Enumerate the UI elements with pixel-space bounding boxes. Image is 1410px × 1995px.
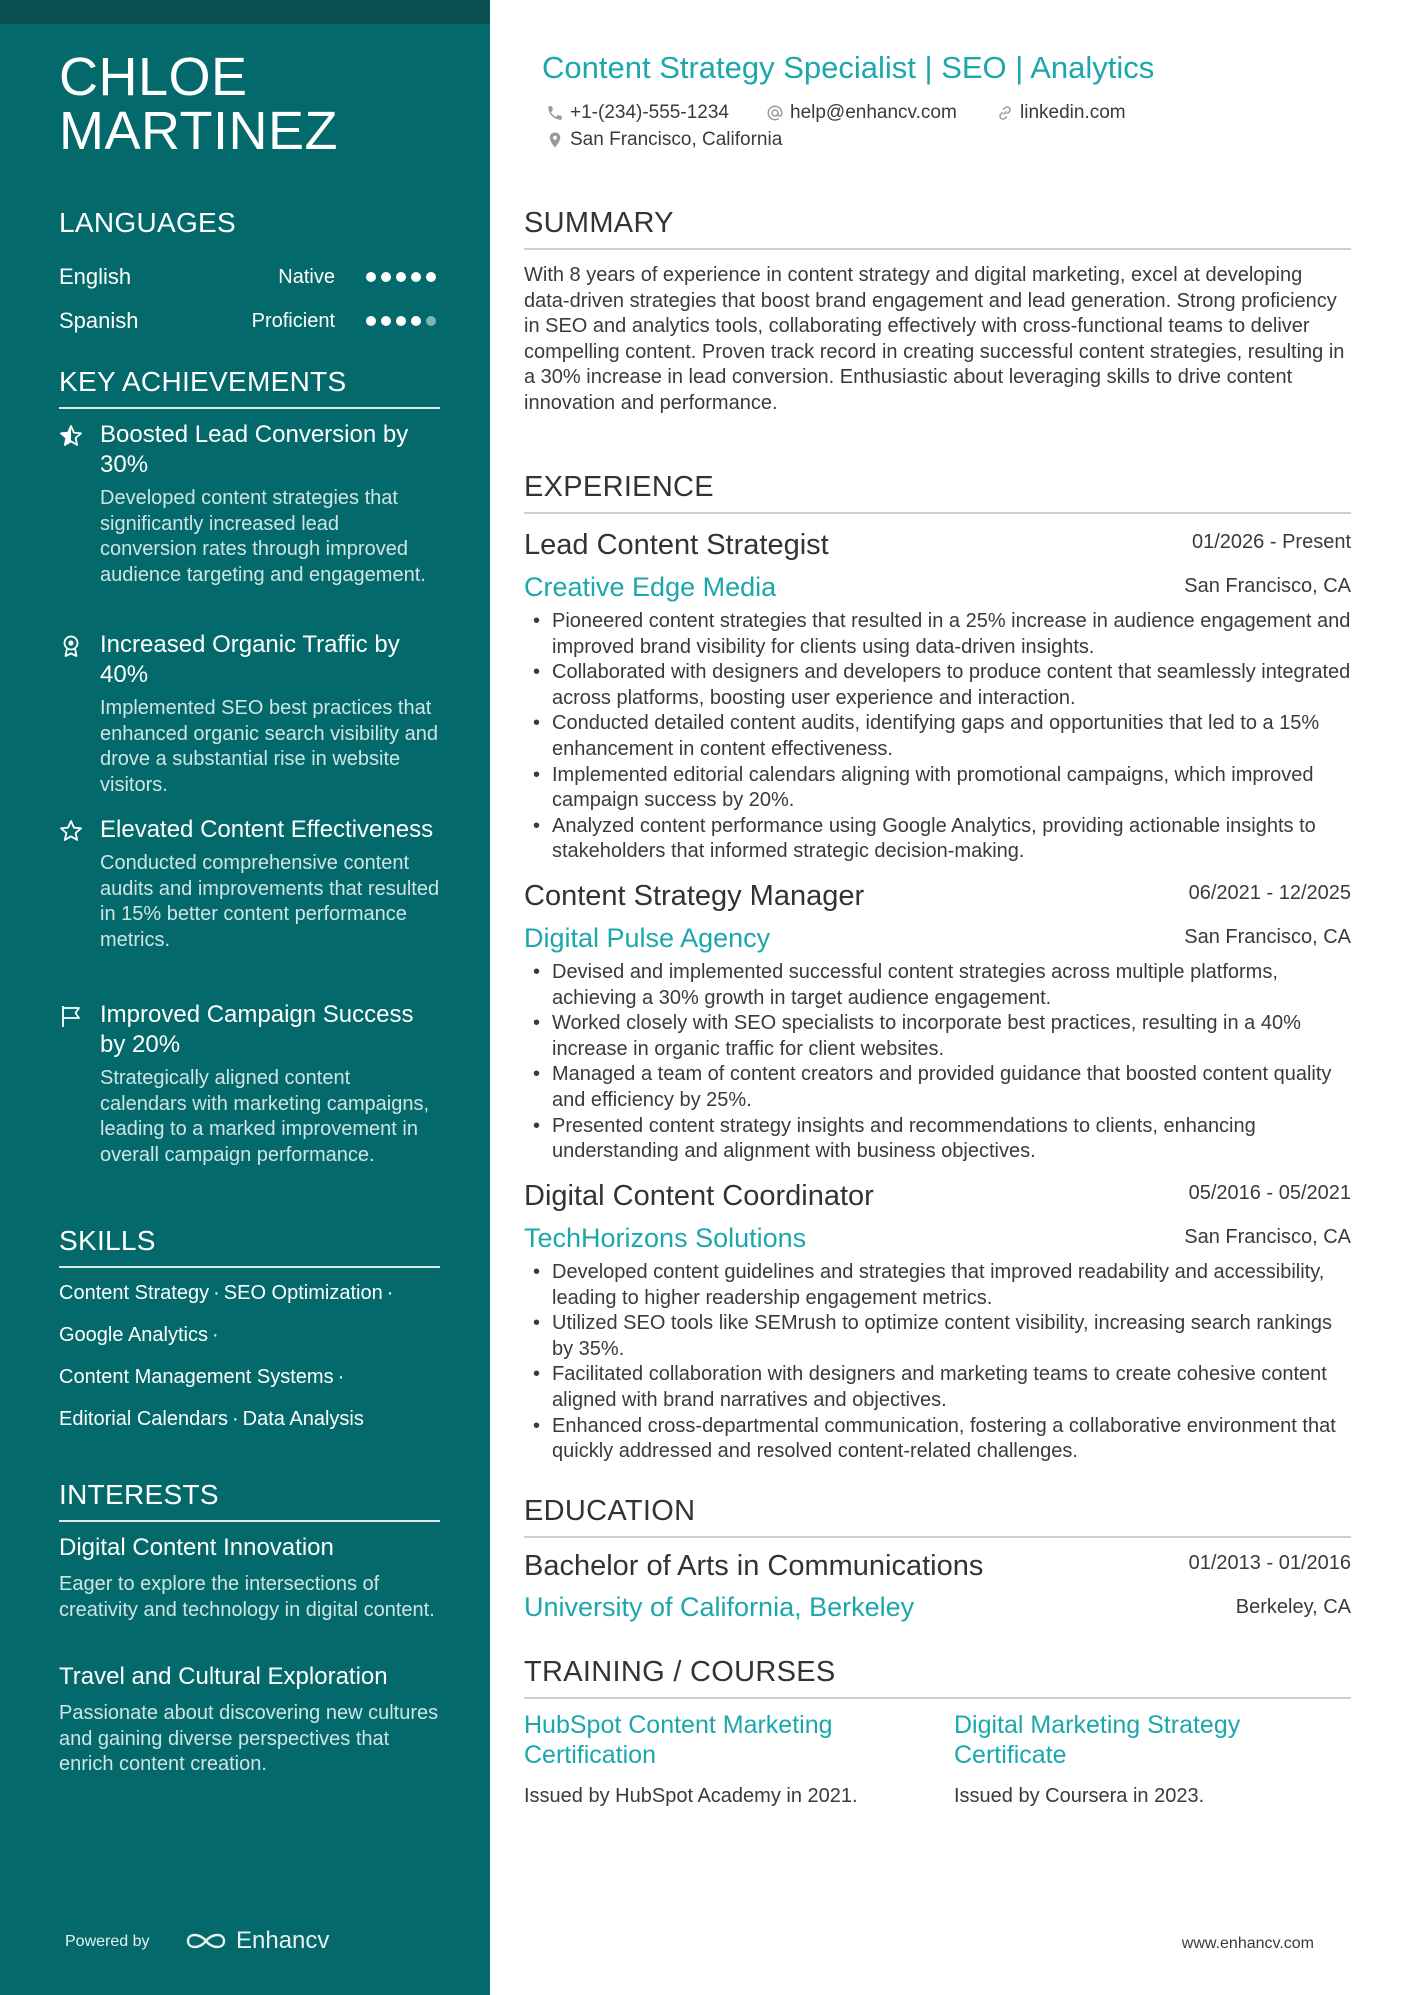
languages-heading: LANGUAGES xyxy=(59,207,236,238)
candidate-name xyxy=(59,47,459,161)
skill-separator: · xyxy=(231,1408,239,1430)
achievement-title: Increased Organic Traffic by 40% xyxy=(100,631,400,688)
phone-text: +1-(234)-555-1234 xyxy=(570,102,729,123)
name-first: CHLOE xyxy=(59,47,248,107)
enhancv-logo-text: Enhancv xyxy=(236,1927,330,1954)
job-bullet: • Devised and implemented successful content strategies across multiple platforms, achieving a 30% growth in target audience engagement. xyxy=(524,960,1358,1011)
interests-heading: INTERESTS xyxy=(59,1478,440,1522)
company-name: TechHorizons Solutions xyxy=(524,1223,807,1253)
rating-dot-empty xyxy=(426,316,436,326)
achievement-title: Elevated Content Effectiveness xyxy=(100,816,434,843)
achievement-item xyxy=(59,1000,440,1168)
training-heading: TRAINING / COURSES xyxy=(524,1655,1351,1699)
skill-item: Content Strategy xyxy=(59,1282,210,1304)
achievement-desc: Developed content strategies that significantly increased lead conversion rates through improved audience targeting and engagement. xyxy=(100,487,426,586)
contact-phone[interactable] xyxy=(546,100,729,126)
skills-line xyxy=(59,1363,459,1391)
medal-icon xyxy=(59,634,83,658)
rating-dot-filled xyxy=(396,316,406,326)
location-text: San Francisco, California xyxy=(570,129,783,150)
contact-location xyxy=(546,127,782,153)
job-bullet: • Presented content strategy insights and recommendations to clients, enhancing understanding and alignment with business objectives. xyxy=(524,1114,1358,1165)
star-outline-icon xyxy=(59,819,83,843)
job-bullet: • Managed a team of content creators and provided guidance that boosted content quality and efficiency by 25%. xyxy=(524,1062,1358,1113)
skill-item: Data Analysis xyxy=(242,1408,364,1430)
skill-item: Editorial Calendars xyxy=(59,1408,228,1430)
education-heading: EDUCATION xyxy=(524,1494,1351,1538)
education-dates: 01/2013 - 01/2016 xyxy=(1188,1552,1351,1574)
powered-by-label: Powered by xyxy=(65,1933,150,1950)
job-bullet: • Pioneered content strategies that resulted in a 25% increase in audience engagement and improved brand visibility for clients using data-driven insights. xyxy=(524,609,1358,660)
company-name: Creative Edge Media xyxy=(524,572,777,602)
course-desc: Issued by Coursera in 2023. xyxy=(954,1785,1205,1807)
job-title: Lead Content Strategist xyxy=(524,529,829,561)
interest-desc: Eager to explore the intersections of creativity and technology in digital content. xyxy=(59,1573,435,1621)
job-dates: 06/2021 - 12/2025 xyxy=(1188,882,1351,904)
job-location: San Francisco, CA xyxy=(1184,575,1351,597)
language-rating xyxy=(366,262,436,292)
job-bullet: • Conducted detailed content audits, identifying gaps and opportunities that led to a 15% enhancement in content effectiveness. xyxy=(524,711,1358,762)
job-bullet: • Enhanced cross-departmental communication, fostering a collaborative environment that quickly addressed and resolved content-related challenges. xyxy=(524,1414,1358,1465)
sidebar xyxy=(0,0,490,1995)
course-desc: Issued by HubSpot Academy in 2021. xyxy=(524,1785,858,1807)
rating-dot-filled xyxy=(411,272,421,282)
skills-heading: SKILLS xyxy=(59,1224,440,1268)
job-bullet: • Developed content guidelines and strategies that improved readability and accessibility, leading to higher readership engagement metrics. xyxy=(524,1260,1358,1311)
achievement-item xyxy=(59,815,440,953)
phone-icon xyxy=(546,104,564,122)
footer-url[interactable]: www.enhancv.com xyxy=(1181,1935,1314,1952)
school-name: University of California, Berkeley xyxy=(524,1592,915,1622)
skills-line xyxy=(59,1321,459,1349)
job-dates: 05/2016 - 05/2021 xyxy=(1188,1182,1351,1204)
job-title: Content Strategy Manager xyxy=(524,880,865,912)
job-bullet: • Facilitated collaboration with designers and marketing teams to create cohesive content aligned with brand narratives and objectives. xyxy=(524,1362,1358,1413)
job-bullet: • Worked closely with SEO specialists to incorporate best practices, resulting in a 40% increase in organic traffic for client websites. xyxy=(524,1011,1358,1062)
language-name: English xyxy=(59,264,132,289)
achievements-heading: KEY ACHIEVEMENTS xyxy=(59,365,440,409)
email-text: help@enhancv.com xyxy=(790,102,957,123)
contact-email[interactable] xyxy=(766,100,957,126)
job-bullet: • Analyzed content performance using Google Analytics, providing actionable insights to stakeholders that informed strategic decision-making. xyxy=(524,814,1358,865)
language-rating xyxy=(366,306,436,336)
job-bullets xyxy=(524,609,1358,865)
achievement-item xyxy=(59,630,440,798)
job-bullet: • Collaborated with designers and developers to produce content that seamlessly integrated across platforms, boosting user experience and interaction. xyxy=(524,660,1358,711)
skill-item: SEO Optimization xyxy=(223,1282,383,1304)
language-level: Proficient xyxy=(251,310,335,332)
contact-linkedin[interactable] xyxy=(996,100,1126,126)
enhancv-logo-icon xyxy=(184,1929,228,1953)
language-row-english xyxy=(59,262,440,292)
experience-heading: EXPERIENCE xyxy=(524,470,1351,514)
linkedin-text: linkedin.com xyxy=(1020,102,1126,123)
job-location: San Francisco, CA xyxy=(1184,1226,1351,1248)
skill-item: Google Analytics xyxy=(59,1324,208,1346)
course-title: HubSpot Content Marketing Certification xyxy=(524,1711,833,1769)
language-row-spanish xyxy=(59,306,440,336)
star-half-icon xyxy=(59,424,83,448)
job-title: Digital Content Coordinator xyxy=(524,1180,874,1212)
sidebar-top-band xyxy=(0,0,490,24)
job-location: San Francisco, CA xyxy=(1184,926,1351,948)
skill-item: Content Management Systems xyxy=(59,1366,334,1388)
skill-separator: · xyxy=(211,1324,219,1346)
job-bullet: • Utilized SEO tools like SEMrush to optimize content visibility, increasing search rankings by 35%. xyxy=(524,1311,1358,1362)
degree-title: Bachelor of Arts in Communications xyxy=(524,1550,984,1582)
location-pin-icon xyxy=(546,131,564,149)
job-bullet: • Implemented editorial calendars aligning with promotional campaigns, which improved campaign success by 20%. xyxy=(524,763,1358,814)
skill-separator: · xyxy=(213,1282,220,1304)
skill-separator: · xyxy=(337,1366,345,1388)
interest-desc: Passionate about discovering new cultures and gaining diverse perspectives that enrich content creation. xyxy=(59,1702,439,1775)
skill-separator: · xyxy=(386,1282,394,1304)
rating-dot-filled xyxy=(411,316,421,326)
interest-title: Digital Content Innovation xyxy=(59,1534,334,1561)
skills-line xyxy=(59,1279,459,1307)
summary-heading: SUMMARY xyxy=(524,206,1351,250)
skills-line xyxy=(59,1405,459,1433)
link-icon xyxy=(996,104,1014,122)
name-last: MARTINEZ xyxy=(59,101,339,161)
course-title: Digital Marketing Strategy Certificate xyxy=(954,1711,1241,1769)
achievement-title: Boosted Lead Conversion by 30% xyxy=(100,421,409,478)
interest-title: Travel and Cultural Exploration xyxy=(59,1663,388,1690)
job-dates: 01/2026 - Present xyxy=(1192,531,1351,553)
rating-dot-filled xyxy=(426,272,436,282)
language-level: Native xyxy=(278,266,335,288)
summary-text: With 8 years of experience in content strategy and digital marketing, excel at developing data-driven strategies that boost brand engagement and lead generation. Strong proficiency in SEO and analytics tools, collaborating effectively with cross-functional teams to deliver compelling content. Proven track record in creating successful content strategies, resulting in a 30% increase in lead conversion. Enthusiastic about leveraging skills to drive content innovation and performance. xyxy=(524,264,1345,414)
language-name: Spanish xyxy=(59,308,139,333)
rating-dot-filled xyxy=(381,272,391,282)
achievement-desc: Implemented SEO best practices that enhanced organic search visibility and drove a substantial rise in website visitors. xyxy=(100,697,438,796)
rating-dot-filled xyxy=(381,316,391,326)
achievement-item xyxy=(59,420,440,588)
flag-icon xyxy=(59,1004,83,1028)
enhancv-logo[interactable] xyxy=(184,1924,329,1958)
at-icon xyxy=(766,104,784,122)
job-bullets xyxy=(524,1260,1358,1465)
rating-dot-filled xyxy=(366,272,376,282)
education-location: Berkeley, CA xyxy=(1235,1596,1351,1618)
rating-dot-filled xyxy=(366,316,376,326)
headline: Content Strategy Specialist | SEO | Analytics xyxy=(542,50,1155,85)
achievement-desc: Strategically aligned content calendars with marketing campaigns, leading to a marked improvement in overall campaign performance. xyxy=(100,1067,430,1166)
company-name: Digital Pulse Agency xyxy=(524,923,771,953)
achievement-title: Improved Campaign Success by 20% xyxy=(100,1001,414,1058)
rating-dot-filled xyxy=(396,272,406,282)
achievement-desc: Conducted comprehensive content audits and improvements that resulted in 15% better content performance metrics. xyxy=(100,852,440,951)
job-bullets xyxy=(524,960,1358,1165)
